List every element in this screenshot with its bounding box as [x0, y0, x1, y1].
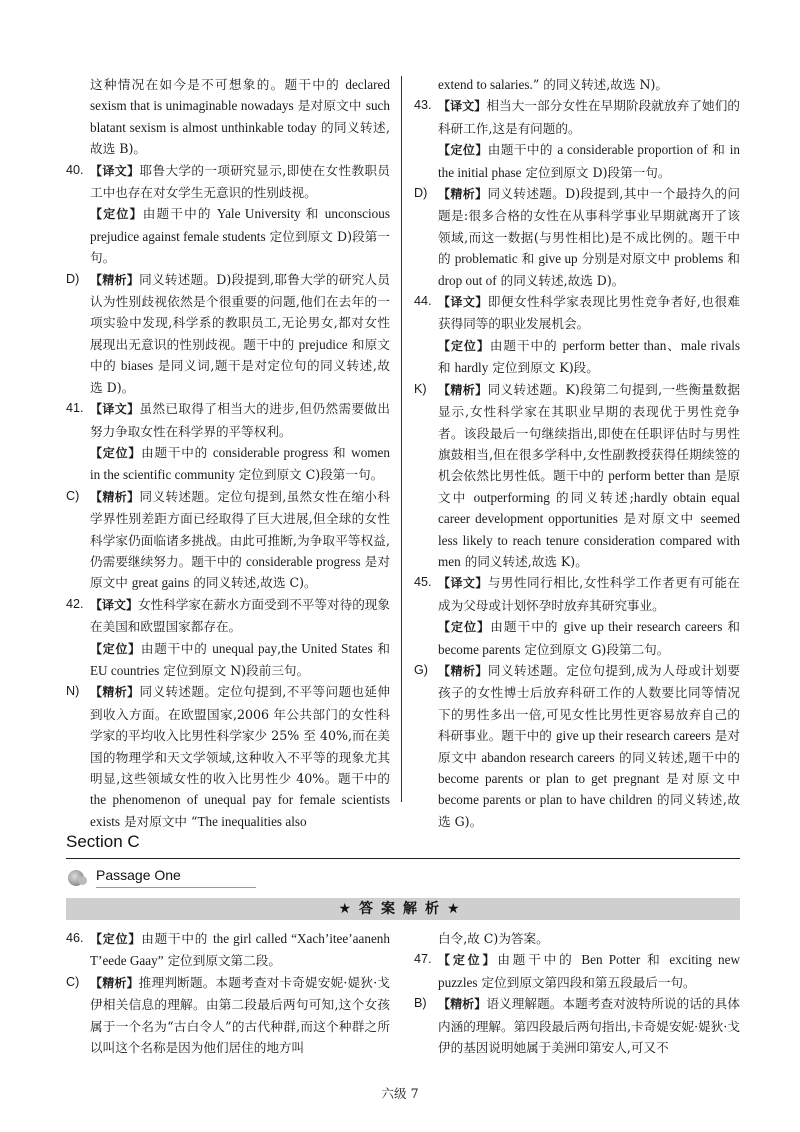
paragraph-text: 女性科学家在薪水方面受到不平等对待的现象在美国和欧盟国家都存在。 — [90, 596, 390, 635]
answer-analysis-banner: ★答案解析★ — [66, 898, 740, 920]
paragraph-text: , — [277, 640, 282, 656]
item-marker: C) — [66, 488, 80, 503]
paragraph-text: 的同义转述,故选 C)。 — [189, 575, 317, 591]
paragraph-text: 是原文中 — [438, 468, 740, 505]
right-column — [414, 74, 740, 832]
section-tag: 【译文】 — [438, 576, 488, 591]
paragraph-text: 虽然已取得了相当大的进步,但仍然需要做出努力争取女性在科学界的平等权利。 — [90, 401, 390, 439]
paragraph-text: 定位到原文 N)段前三句。 — [159, 662, 310, 678]
section-tag: 【定位】 — [438, 953, 498, 968]
section-tag: 【精析】 — [438, 997, 487, 1012]
paragraph-text: 定位到原文 D)段第一句。 — [521, 164, 671, 180]
section-tag: 【译文】 — [90, 597, 139, 612]
paragraph-text: 同义转述题。定位句提到,不平等问题也延伸到收入方面。在欧盟国家,2006 年公共部门的女性科学家的平均收入比男性科学家少 25% 至 40%,而在美国的物理学和天文学领域,这种收入不平等的现象尤其明显,这些领域女性的收入比男性少 40%。题干中的 — [90, 684, 390, 786]
paragraph-text: 耶鲁大学的一项研究显示,即使在女性教职员工中也存在对女学生无意识的性别歧视。 — [90, 162, 390, 201]
item-marker: D) — [66, 271, 80, 286]
english-quote: drop out of — [438, 272, 497, 288]
english-quote: abandon research careers — [481, 749, 615, 765]
english-quote: The inequalities also — [197, 813, 307, 829]
paragraph-text: 白令,故 C)为答案。 — [438, 931, 549, 946]
paragraph-text: 由题干中的 — [487, 142, 558, 158]
english-quote: exciting new puzzles — [438, 952, 740, 990]
paragraph-text: 和原文中的 — [90, 336, 390, 374]
section-tag: 【定位】 — [90, 207, 143, 222]
english-quote: problematic — [454, 251, 518, 267]
english-quote: great gains — [131, 575, 190, 591]
english-quote: Yale University — [216, 206, 301, 222]
item-marker: 46. — [66, 931, 84, 945]
english-quote: perform better than — [562, 337, 667, 353]
english-quote: biases — [120, 358, 154, 374]
page-footer: 六级 7 — [381, 1086, 419, 1101]
paragraph-text: 同义转述题。D)段提到,耶鲁大学的研究人员认为性别歧视依然是个很重要的问题,他们在去年的一项实验中发现,科学系的教职员工,无论男女,都对女性展现出无意识的性别歧视。题干中的 — [90, 271, 390, 352]
answer-paragraph — [66, 594, 390, 638]
english-quote: hardly obtain equal career development opportunities — [438, 489, 740, 527]
paragraph-text: 定位到原文 D)段第一句。 — [90, 228, 390, 266]
english-quote: unconscious prejudice against female students — [90, 206, 390, 244]
answer-paragraph — [414, 379, 740, 573]
paragraph-text: 由题干中的 — [141, 931, 213, 946]
answer-paragraph — [66, 74, 390, 160]
english-quote: considerable progress — [212, 444, 329, 460]
paragraph-text: 定位到原文 C)段第一句。 — [234, 467, 384, 483]
english-quote: considerable progress — [245, 553, 361, 569]
item-marker: 40. — [66, 162, 84, 177]
paragraph-text: 和 — [438, 360, 455, 376]
english-quote: give up their research careers — [555, 728, 711, 744]
answer-paragraph — [66, 160, 390, 204]
section-tag: 【定位】 — [438, 338, 490, 353]
english-quote: prejudice — [298, 336, 348, 352]
answer-paragraph — [414, 335, 740, 379]
paragraph-text: 即便女性科学家表现比男性竞争者好,也很难获得同等的职业发展机会。 — [438, 294, 740, 332]
paragraph-text: 相当大一部分女性在早期阶段就放弃了她们的科研工作,这是有问题的。 — [438, 98, 740, 136]
paragraph-text: 定位到原文第四段和第五段最后一句。 — [477, 974, 696, 990]
english-quote: give up their research careers — [563, 619, 723, 635]
paragraph-text: 是对原文中 — [659, 771, 740, 786]
english-quote: the girl called “Xach’itee’aanenh T’eede Gaay” — [90, 931, 390, 969]
english-quote: the phenomenon of unequal pay for female scientists exists — [90, 792, 390, 829]
answer-paragraph — [66, 203, 390, 268]
answer-paragraph — [414, 928, 740, 949]
paragraph-text: 由题干中的 — [497, 952, 582, 968]
paragraph-text: 与男性同行相比,女性科学工作者更有可能在成为父母或计划怀孕时放弃其研究事业。 — [438, 575, 740, 613]
section-tag: 【译文】 — [90, 163, 140, 178]
english-quote: male rivals — [680, 337, 740, 353]
english-quote: such blatant sexism is almost unthinkable today — [90, 98, 390, 135]
item-marker: D) — [414, 186, 428, 201]
section-tag: 【译文】 — [438, 295, 488, 310]
paragraph-text: 和 — [723, 251, 740, 267]
english-quote: declared sexism that is unimaginable nowadays — [90, 77, 390, 114]
english-quote: EU countries — [90, 662, 160, 678]
passage-header — [66, 866, 286, 888]
paragraph-text: 由题干中的 — [140, 640, 213, 656]
section-tag: 【定位】 — [90, 932, 142, 946]
paragraph-text: 是对原文中 — [90, 553, 390, 591]
answer-paragraph — [414, 572, 740, 616]
paragraph-text: 和 — [707, 142, 730, 158]
section-tag: 【精析】 — [438, 663, 488, 678]
paragraph-text: 的同义转述,故选 D)。 — [496, 272, 625, 288]
item-marker: 42. — [66, 596, 84, 611]
answer-paragraph — [414, 993, 740, 1058]
section-title: Section C — [66, 832, 140, 851]
section-tag: 【精析】 — [90, 489, 140, 504]
paragraph-text: 由题干中的 — [142, 206, 217, 222]
english-quote: problems — [674, 251, 724, 267]
paragraph-text: 和 — [640, 952, 670, 968]
english-quote: unequal pay — [212, 640, 278, 656]
paragraph-text: 定位到原文第二段。 — [163, 953, 281, 969]
answer-paragraph — [66, 442, 390, 486]
section-tag: 【精析】 — [438, 187, 488, 202]
paragraph-text: 由题干中的 — [490, 619, 564, 635]
bottom-right-column — [414, 928, 740, 1058]
paragraph-text: 语义理解题。本题考查对波特所说的话的具体内涵的理解。第四段最后两句指出,卡奇媞安妮·媞狄·戈伊的基因说明她属于美洲印第安人,可又不 — [438, 996, 740, 1056]
paragraph-text: 同义转述题。定位句提到,成为人母或计划要孩子的女性博士后放弃科研工作的人数要比同等情况下的男性多出一倍,可见女性比男性更容易放弃自己的科研事业。题干中的 — [438, 662, 740, 744]
english-quote: perform better than — [608, 468, 711, 484]
paragraph-text: 同义转述题。K)段第二句提到,一些衡量数据显示,女性科学家在其职业早期的表现优于男性竞争者。该段最后一句继续指出,即使在任职评估时与男性旗鼓相当,但在很多学科中,女性副教授获得任期续签的机会依然比男性低。题干中的 — [438, 381, 740, 484]
paragraph-text: 是对原文中 — [293, 98, 366, 114]
paragraph-text: ” 的同义转述,故选 N)。 — [532, 77, 668, 92]
item-marker: 44. — [414, 294, 432, 309]
paragraph-text: 和 — [300, 206, 325, 222]
section-tag: 【精析】 — [438, 382, 488, 397]
answer-paragraph — [66, 269, 390, 398]
english-quote: hardly — [454, 360, 489, 376]
paragraph-text: 和 — [722, 619, 740, 635]
english-quote: Ben Potter — [581, 952, 641, 968]
answer-paragraph — [414, 660, 740, 832]
answer-paragraph — [66, 398, 390, 442]
paragraph-text: 同义转述题。D)段提到,其中一个最持久的问题是:很多合格的女性在从事科学事业早期就离开了该领域,而这一数据(与男性相比)是不成比例的。题干中的 — [438, 186, 740, 267]
section-tag: 【定位】 — [90, 641, 141, 656]
english-quote: women in the scientific community — [90, 444, 390, 483]
section-tag: 【定位】 — [90, 445, 142, 460]
paragraph-text: 的同义转述,故选 B)。 — [90, 119, 390, 157]
column-divider — [401, 76, 402, 802]
answer-paragraph — [414, 291, 740, 335]
english-quote: become parents or plan to get pregnant — [438, 771, 660, 786]
english-quote: the United States — [281, 640, 373, 656]
section-tag: 【精析】 — [90, 975, 139, 990]
answer-paragraph — [414, 95, 740, 139]
paragraph-text: 和 — [328, 444, 352, 460]
paragraph-text: 是对原文中 “ — [120, 813, 198, 829]
answer-paragraph — [66, 486, 390, 594]
bottom-left-column — [66, 928, 390, 1058]
paragraph-text: 是对原文中 — [617, 511, 701, 527]
paragraph-text: 和 — [372, 640, 390, 656]
english-quote: in the initial phase — [438, 142, 740, 180]
paragraph-text: 分别是对原文中 — [577, 251, 675, 267]
english-quote: seemed less likely to reach tenure consideration compared with men — [438, 511, 740, 569]
paragraph-text: 的同义转述,题干中的 — [614, 749, 740, 765]
passage-title: Passage One — [96, 867, 181, 883]
paragraph-text: 由题干中的 — [489, 337, 563, 353]
answer-paragraph — [66, 928, 390, 972]
english-quote: outperforming — [473, 489, 550, 505]
item-marker: 47. — [414, 952, 432, 967]
paragraph-text: 的同义转述,故选 G)。 — [438, 792, 740, 829]
passage-bullet-icon-small — [78, 876, 87, 885]
item-marker: C) — [66, 974, 80, 989]
passage-underline — [96, 887, 256, 888]
paragraph-text: 定位到原文 G)段第二句。 — [520, 641, 670, 657]
item-marker: N) — [66, 684, 80, 699]
answer-paragraph — [66, 681, 390, 832]
english-quote: a considerable proportion of — [557, 142, 708, 158]
answer-paragraph — [414, 139, 740, 183]
english-quote: give up — [538, 251, 578, 267]
english-quote: extend to salaries. — [438, 77, 533, 92]
section-tag: 【译文】 — [438, 99, 487, 114]
item-marker: 41. — [66, 401, 84, 416]
item-marker: B) — [414, 996, 427, 1011]
section-tag: 【精析】 — [90, 685, 140, 700]
answer-paragraph — [66, 972, 390, 1059]
item-marker: G) — [414, 662, 428, 677]
paragraph-text: 的同义转述,故选 K)。 — [460, 553, 588, 569]
paragraph-text: 和 — [517, 251, 539, 267]
paragraph-text: 的同义转述; — [549, 489, 634, 505]
answer-paragraph — [414, 74, 740, 95]
paragraph-text: 这种情况在如今是不可想象的。题干中的 — [90, 77, 346, 92]
section-tag: 【译文】 — [90, 402, 140, 417]
item-marker: K) — [414, 381, 427, 396]
left-column — [66, 74, 390, 832]
paragraph-text: 定位到原文 K)段。 — [488, 360, 599, 376]
answer-paragraph — [414, 949, 740, 993]
section-header — [66, 832, 740, 859]
section-tag: 【定位】 — [438, 143, 488, 158]
section-tag: 【定位】 — [438, 620, 491, 635]
answer-paragraph — [414, 183, 740, 291]
section-tag: 【精析】 — [90, 272, 140, 287]
answer-paragraph — [66, 638, 390, 682]
answer-paragraph — [414, 616, 740, 660]
english-quote: become parents — [438, 641, 521, 657]
english-quote: become parents or plan to have children — [438, 792, 653, 808]
paragraph-text: 是同义词,题干是对定位句的同义转述,故选 D)。 — [90, 358, 390, 395]
paragraph-text: 推理判断题。本题考查对卡奇媞安妮·媞狄·戈伊相关信息的理解。由第二段最后两句可知,这个女孩属于一个名为“古白令人”的古代种群,而这个种群之所以叫这个名称是因为他们居住的地方叫 — [90, 974, 390, 1056]
paragraph-text: 、 — [666, 337, 681, 353]
paragraph-text: 同义转述题。定位句提到,虽然女性在缩小科学界性别差距方面已经取得了巨大进展,但全球的女性科学家仍面临诸多挑战。由此可推断,为争取平等权益,仍需要继续努力。题干中的 — [90, 488, 390, 569]
item-marker: 45. — [414, 575, 432, 590]
paragraph-text: 是对原文中 — [438, 728, 740, 765]
paragraph-text: 由题干中的 — [141, 444, 213, 460]
item-marker: 43. — [414, 98, 432, 113]
